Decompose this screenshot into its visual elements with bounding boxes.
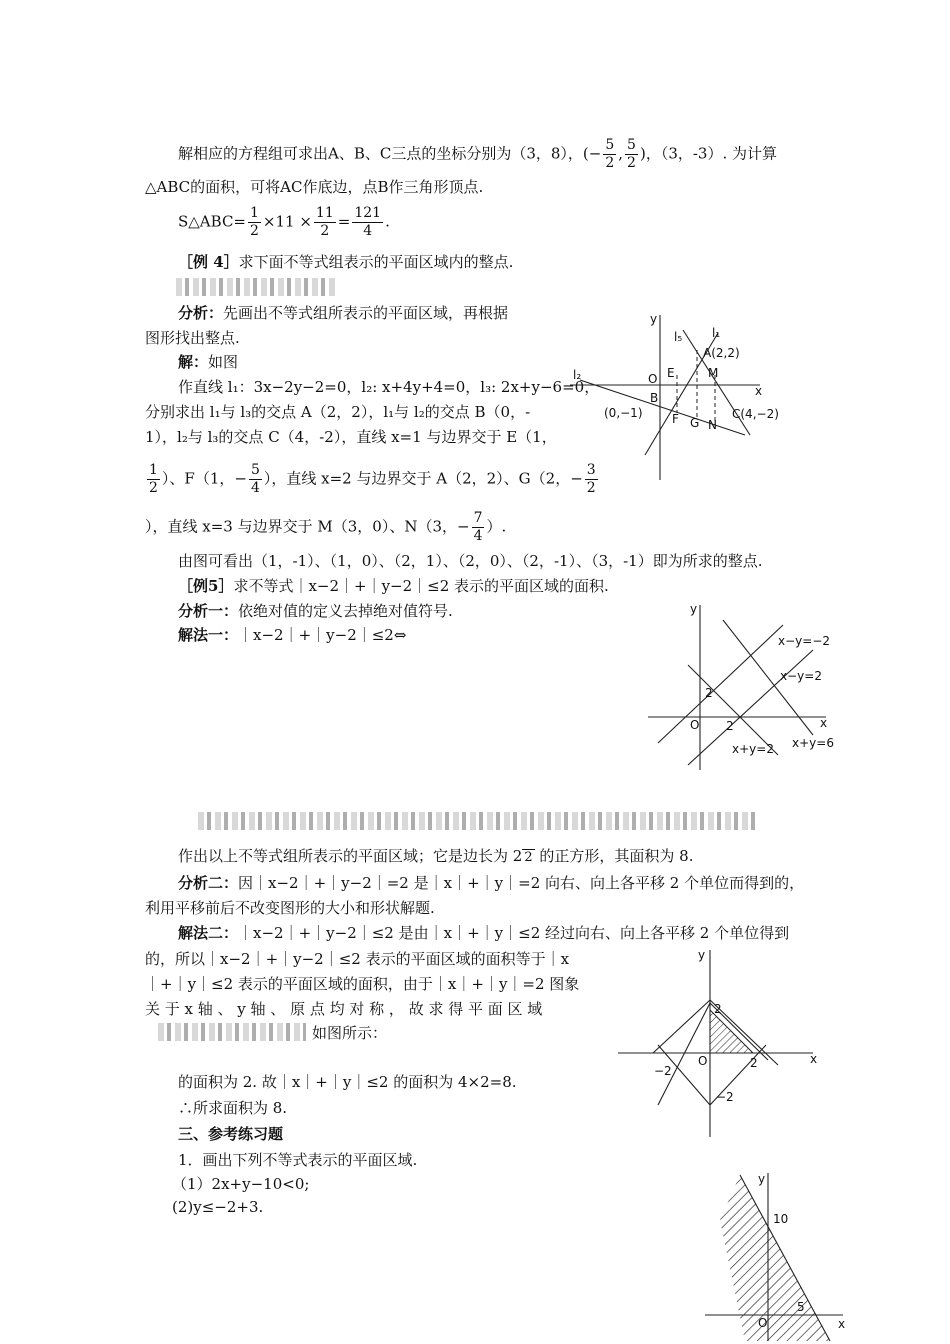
area-formula: S△ABC= $\frac{1}{2}$ ×11 × $\frac{11}{2}$ = $\frac{121}{4}$ . — [178, 205, 390, 239]
point-label-e: E — [667, 366, 675, 380]
text-line: ∴所求面积为 8. — [178, 1099, 288, 1117]
axis-label-x: x — [810, 1052, 818, 1066]
line-label-2: x−y=2 — [780, 669, 822, 683]
axis-label-x: x — [755, 384, 763, 398]
tick-label-x2: 2 — [726, 719, 734, 733]
fraction: $\frac{5}{2}$ — [627, 137, 636, 171]
point-label-b: B — [650, 391, 659, 405]
text-line: 分析：先画出不等式组所表示的平面区域，再根据 — [178, 304, 509, 322]
text-line: 作出以上不等式组所表示的平面区域；它是边长为 2 2 的正方形，其面积为 8. — [178, 847, 694, 865]
blurred-formula — [158, 1023, 306, 1041]
text-line: 解法二：｜x−2｜+｜y−2｜≤2 是由｜x｜+｜y｜≤2 经过向右、向上各平移 2 个单位得到 — [178, 924, 790, 942]
tick-label-y2: 2 — [714, 1002, 722, 1016]
tick-label-y2: 2 — [705, 686, 713, 700]
text-line: 分析一：依绝对值的定义去掉绝对值符号. — [178, 602, 453, 620]
point-label-01: (0,−1) — [604, 406, 643, 420]
point-label-n: N — [708, 418, 717, 432]
fraction: $\frac{11}{2}$ — [315, 205, 334, 239]
line-label-l2: l₂ — [573, 368, 582, 382]
text-line: 利用平移前后不改变图形的大小和形状解题. — [145, 899, 435, 917]
point-label-f: F — [672, 412, 679, 426]
text-line: 图形找出整点. — [145, 329, 240, 347]
text-line: ｜+｜y｜≤2 表示的平面区域的面积，由于｜x｜+｜y｜=2 图象 — [145, 975, 580, 993]
text-line: △ABC的面积，可将AC作底边，点B作三角形顶点. — [145, 178, 484, 196]
fraction: $\frac{1}{2}$ — [250, 205, 259, 239]
text-line: $\frac{1}{2}$ ）、F（1，− $\frac{5}{4}$ ），直线 x=2 与边界交于 A（2，2）、G（2，− $\frac{3}{2}$ — [149, 462, 596, 496]
line-label-l5: l₅ — [674, 330, 683, 344]
text-line: 作直线 l₁：3x−2y−2=0，l₂: x+4y+4=0，l₃: 2x+y−6=0， — [178, 378, 600, 396]
tick-label-x2: 2 — [750, 1056, 758, 1070]
text-line: 解相应的方程组可求出A、B、C三点的坐标分别为（3，8），(− $\frac{5}{2}$ , $\frac{5}{2}$ )，（3，-3）. 为计算 — [178, 137, 778, 171]
text-line: 解：如图 — [178, 353, 239, 371]
text-line: 的，所以｜x−2｜+｜y−2｜≤2 表示的平面区域的面积等于｜x — [145, 950, 570, 968]
text-line: 的面积为 2. 故｜x｜+｜y｜≤2 的面积为 4×2=8. — [178, 1073, 517, 1091]
blurred-formula — [176, 278, 336, 296]
origin-label: O — [698, 1054, 708, 1068]
example-5-heading: ［例5］求不等式｜x−2｜+｜y−2｜≤2 表示的平面区域的面积. — [178, 577, 609, 595]
origin-label: O — [690, 718, 700, 732]
fraction: $\frac{121}{4}$ — [354, 205, 382, 239]
text-line: （1）2x+y−10<0; — [172, 1175, 310, 1193]
axis-label-y: y — [758, 1172, 766, 1186]
axis-label-x: x — [838, 1317, 846, 1331]
figure-example4 — [570, 305, 790, 485]
text-line: 解法一：｜x−2｜+｜y−2｜≤2⇔ — [178, 626, 407, 644]
line-label-4: x+y=6 — [792, 736, 834, 750]
fraction: $\frac{3}{2}$ — [586, 462, 596, 496]
text-line: 如图所示： — [312, 1024, 388, 1042]
figure-example5-solution2 — [618, 945, 828, 1140]
tick-label-x5: 5 — [797, 1300, 805, 1314]
line-label-l1: l₁ — [712, 326, 721, 340]
point-label-a: A(2,2) — [703, 346, 740, 360]
section-heading: 三、参考练习题 — [178, 1125, 284, 1143]
text-line: 1．画出下列不等式表示的平面区域. — [178, 1151, 418, 1169]
point-label-c: C(4,−2) — [732, 407, 779, 421]
text-line: 1），l₂与 l₃的交点 C（4，-2），直线 x=1 与边界交于 E（1， — [145, 428, 557, 446]
axis-label-y: y — [698, 948, 706, 962]
fraction: $\frac{5}{2}$ — [605, 137, 615, 171]
text-line: 分析二：因｜x−2｜+｜y−2｜=2 是｜x｜+｜y｜=2 向右、向上各平移 2 个单位而得到的， — [178, 874, 805, 892]
tick-label-yneg2: −2 — [716, 1090, 734, 1104]
fraction: $\frac{1}{2}$ — [149, 462, 158, 496]
axis-label-x: x — [820, 716, 828, 730]
figure-exercise1 — [705, 1165, 850, 1343]
axis-label-y: y — [690, 602, 698, 616]
tick-label-y10: 10 — [773, 1212, 789, 1226]
text-line: (2)y≤−2+3. — [172, 1198, 264, 1216]
text-line: ），直线 x=3 与边界交于 M（3，0）、N（3，− $\frac{7}{4}$ ）. — [145, 510, 507, 544]
example-4-heading: ［例 4］求下面不等式组表示的平面区域内的整点. — [178, 253, 514, 271]
fraction: $\frac{7}{4}$ — [473, 510, 483, 544]
tick-label-xneg2: −2 — [654, 1064, 672, 1078]
point-label-m: M — [708, 366, 719, 380]
fraction: $\frac{5}{4}$ — [250, 462, 260, 496]
figure-example5-solution1 — [648, 602, 838, 775]
text-line: 关 于 x 轴 、 y 轴 、 原 点 均 对 称 ， 故 求 得 平 面 区 域 — [145, 1000, 543, 1018]
text-line: 由图可看出（1，-1）、（1，0）、（2，1）、（2，0）、（2，-1）、（3，-1）即为所求的整点. — [178, 552, 763, 570]
origin-label: O — [648, 372, 658, 386]
axis-label-y: y — [650, 312, 658, 326]
blurred-formula — [198, 812, 758, 830]
line-label-3: x+y=2 — [732, 742, 774, 756]
point-label-g: G — [690, 416, 700, 430]
text-line: 分别求出 l₁与 l₃的交点 A（2，2），l₁与 l₂的交点 B（0，- — [145, 403, 531, 421]
origin-label: O — [758, 1316, 768, 1330]
line-label-1: x−y=−2 — [778, 634, 831, 648]
